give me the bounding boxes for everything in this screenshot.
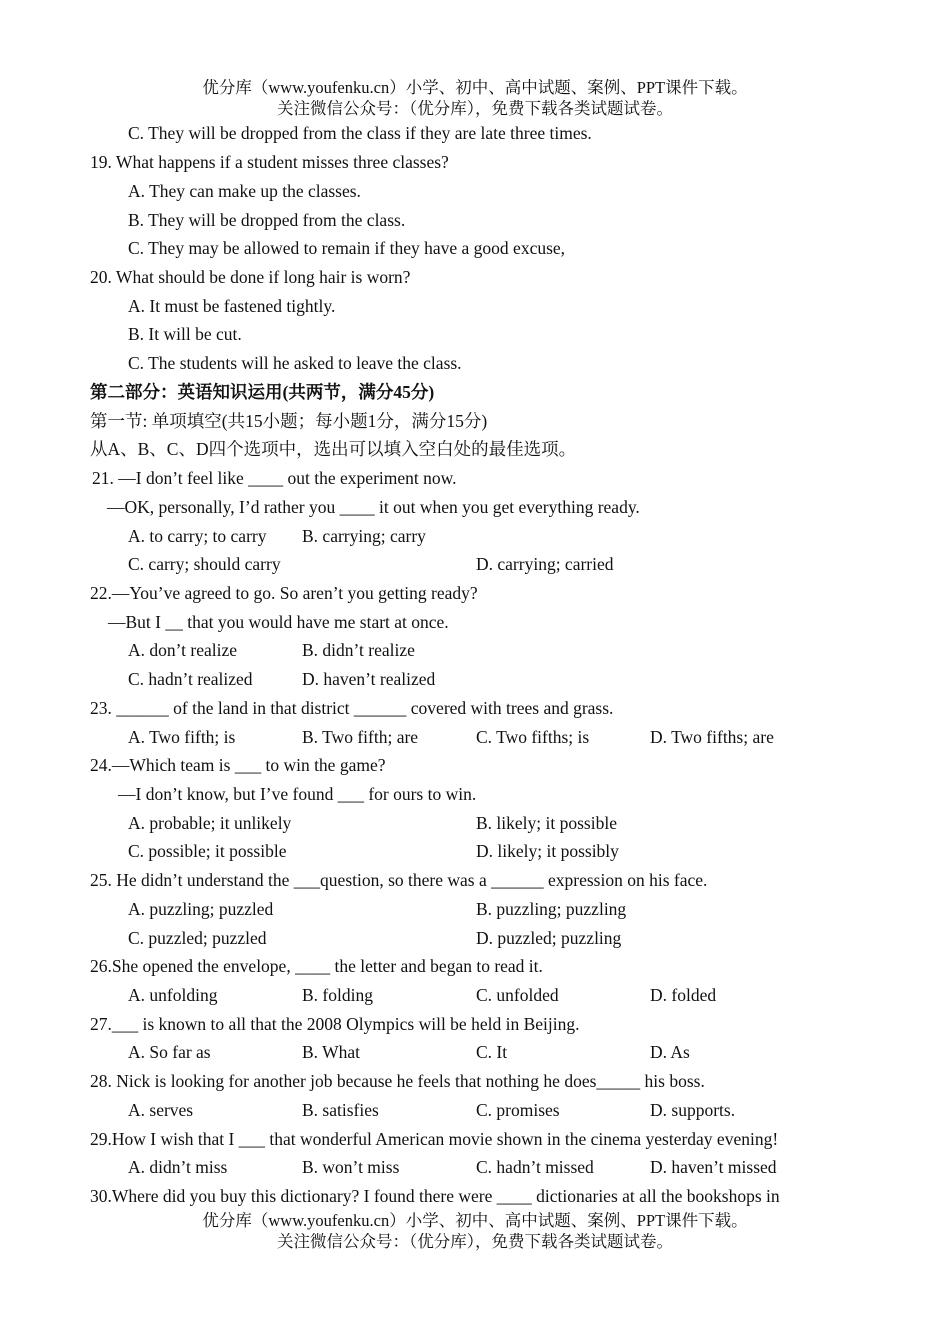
q24-option-c: C. possible; it possible: [128, 841, 287, 861]
q24-option-b: B. likely; it possible: [476, 813, 617, 833]
q30-stem: 30.Where did you buy this dictionary? I found there were ____ dictionaries at all the bookshops in: [90, 1186, 780, 1206]
q21-stem-1: 21. —I don’t feel like ____ out the experiment now.: [92, 468, 457, 488]
q29-option-d: D. haven’t missed: [650, 1157, 777, 1177]
q24-option-a: A. probable; it unlikely: [128, 813, 292, 833]
q29-option-b: B. won’t miss: [302, 1157, 400, 1177]
q28-option-a: A. serves: [128, 1100, 194, 1120]
q23-option-b: B. Two fifth; are: [302, 727, 419, 747]
q28-stem: 28. Nick is looking for another job because he feels that nothing he does_____ his boss.: [90, 1071, 705, 1091]
q27-option-c: C. It: [476, 1042, 508, 1062]
q24-stem-1: 24.—Which team is ___ to win the game?: [90, 755, 386, 775]
q22-option-c: C. hadn’t realized: [128, 669, 253, 689]
q25-option-a: A. puzzling; puzzled: [128, 899, 274, 919]
q20-option-a: A. It must be fastened tightly.: [128, 296, 336, 316]
q20-option-b: B. It will be cut.: [128, 324, 242, 344]
page-footer-line-2: 关注微信公众号：（优分库），免费下载各类试题试卷。: [277, 1232, 673, 1251]
q27-stem: 27.___ is known to all that the 2008 Olympics will be held in Beijing.: [90, 1014, 580, 1034]
page-header-line-2: 关注微信公众号：（优分库），免费下载各类试题试卷。: [277, 99, 673, 118]
part2-title: 第二部分：英语知识运用(共两节，满分45分): [90, 382, 435, 402]
q19-option-b: B. They will be dropped from the class.: [128, 210, 406, 230]
page-footer-line-1: 优分库（www.youfenku.cn）小学、初中、高中试题、案例、PPT课件下载。: [202, 1211, 748, 1230]
q19-stem: 19. What happens if a student misses three classes?: [90, 152, 449, 172]
q29-option-c: C. hadn’t missed: [476, 1157, 594, 1177]
q21-option-d: D. carrying; carried: [476, 554, 614, 574]
part2-section1: 第一节: 单项填空(共15小题；每小题1分，满分15分): [90, 411, 488, 431]
q21-stem-2: —OK, personally, I’d rather you ____ it out when you get everything ready.: [107, 497, 640, 517]
q27-option-d: D. As: [650, 1042, 690, 1062]
q29-option-a: A. didn’t miss: [128, 1157, 228, 1177]
q22-option-d: D. haven’t realized: [302, 669, 436, 689]
q25-option-d: D. puzzled; puzzling: [476, 928, 622, 948]
q27-option-a: A. So far as: [128, 1042, 211, 1062]
q26-option-d: D. folded: [650, 985, 717, 1005]
q22-option-b: B. didn’t realize: [302, 640, 415, 660]
q28-option-b: B. satisfies: [302, 1100, 379, 1120]
q26-stem: 26.She opened the envelope, ____ the letter and began to read it.: [90, 956, 543, 976]
q18-option-c: C. They will be dropped from the class if they are late three times.: [128, 123, 592, 143]
q26-option-a: A. unfolding: [128, 985, 218, 1005]
q20-stem: 20. What should be done if long hair is worn?: [90, 267, 411, 287]
q25-stem: 25. He didn’t understand the ___question, so there was a ______ expression on his face.: [90, 870, 708, 890]
q23-option-c: C. Two fifths; is: [476, 727, 590, 747]
q19-option-c: C. They may be allowed to remain if they have a good excuse,: [128, 238, 566, 258]
q21-option-b: B. carrying; carry: [302, 526, 426, 546]
q25-option-c: C. puzzled; puzzled: [128, 928, 267, 948]
q21-option-c: C. carry; should carry: [128, 554, 281, 574]
q29-stem: 29.How I wish that I ___ that wonderful American movie shown in the cinema yesterday evening!: [90, 1129, 779, 1149]
q28-option-d: D. supports.: [650, 1100, 736, 1120]
q23-option-d: D. Two fifths; are: [650, 727, 774, 747]
q25-option-b: B. puzzling; puzzling: [476, 899, 627, 919]
q24-stem-2: —I don’t know, but I’ve found ___ for ours to win.: [118, 784, 477, 804]
q19-option-a: A. They can make up the classes.: [128, 181, 361, 201]
q26-option-b: B. folding: [302, 985, 373, 1005]
q22-option-a: A. don’t realize: [128, 640, 238, 660]
q22-stem-2: —But I __ that you would have me start at once.: [108, 612, 449, 632]
part2-instruction: 从A、B、C、D四个选项中，选出可以填入空白处的最佳选项。: [90, 439, 577, 459]
q22-stem-1: 22.—You’ve agreed to go. So aren’t you getting ready?: [90, 583, 478, 603]
q24-option-d: D. likely; it possibly: [476, 841, 619, 861]
q20-option-c: C. The students will he asked to leave the class.: [128, 353, 462, 373]
q28-option-c: C. promises: [476, 1100, 560, 1120]
q21-option-a: A. to carry; to carry: [128, 526, 267, 546]
q27-option-b: B. What: [302, 1042, 361, 1062]
q23-stem: 23. ______ of the land in that district ______ covered with trees and grass.: [90, 698, 614, 718]
q23-option-a: A. Two fifth; is: [128, 727, 236, 747]
page-header-line-1: 优分库（www.youfenku.cn）小学、初中、高中试题、案例、PPT课件下载。: [202, 78, 748, 97]
q26-option-c: C. unfolded: [476, 985, 559, 1005]
